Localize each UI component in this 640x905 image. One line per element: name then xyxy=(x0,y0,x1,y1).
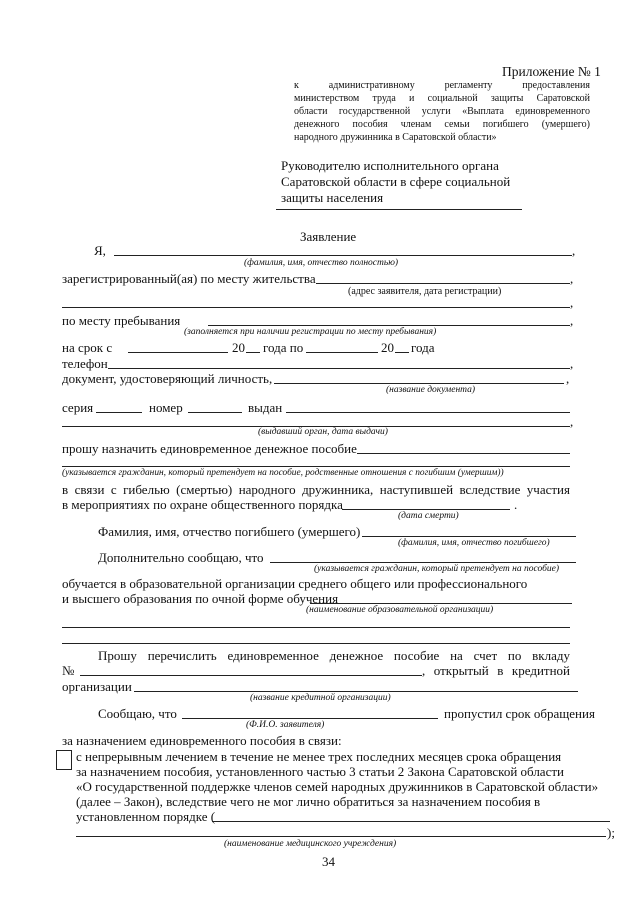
id-doc-label: документ, удостоверяющий личность, xyxy=(62,371,273,386)
medical-institution-field-2[interactable] xyxy=(76,836,606,837)
series-field[interactable] xyxy=(96,412,142,413)
treatment-line-1: с непрерывным лечением в течение не менее трех последних месяцев срока обращения xyxy=(76,749,562,764)
term-from-field[interactable] xyxy=(128,352,228,353)
comma: , xyxy=(570,295,574,310)
request-field[interactable] xyxy=(357,453,570,454)
ya-label: Я, xyxy=(94,243,106,258)
medical-hint: (наименование медицинского учреждения) xyxy=(224,839,397,849)
doc-hint: (название документа) xyxy=(386,385,476,395)
stay-label: по месту пребывания xyxy=(62,313,181,328)
comma: , xyxy=(570,414,574,429)
year-prefix-2: 20 xyxy=(381,340,394,355)
deceased-label: Фамилия, имя, отчество погибшего (умершего) xyxy=(98,524,361,539)
reglament-line-5: народного дружинника в Саратовской области» xyxy=(294,132,497,143)
treatment-line-5: установленном порядке ( xyxy=(76,809,216,824)
death-line-1: в связи с гибелью (смертью) народного дружинника, наступившей вследствие участия xyxy=(62,482,570,497)
appendix-label: Приложение № 1 xyxy=(502,64,601,79)
dot: . xyxy=(514,497,518,512)
deceased-fio-field[interactable] xyxy=(362,536,576,537)
comma: , xyxy=(570,356,574,371)
education-org-field-2[interactable] xyxy=(62,627,570,628)
relation-hint: (указывается гражданин, который претендует на пособие, родственные отношения с погибшим (умершим)) xyxy=(62,468,504,478)
treatment-checkbox[interactable] xyxy=(56,750,72,770)
semicolon: ); xyxy=(607,825,615,840)
addressee-name-line xyxy=(276,209,522,210)
issuer-field[interactable] xyxy=(286,412,570,413)
medical-institution-field[interactable] xyxy=(212,821,610,822)
treatment-line-2: за назначением пособия, установленного частью 3 статьи 2 Закона Саратовской области xyxy=(76,764,564,779)
studies-line-2: и высшего образования по очной форме обучения xyxy=(62,591,339,606)
addressee-line-1: Руководителю исполнительного органа xyxy=(281,158,499,173)
comma: , xyxy=(566,371,570,386)
form-title: Заявление xyxy=(300,229,357,244)
account-number-field[interactable] xyxy=(80,675,422,676)
addressee-line-2: Саратовской области в сфере социальной xyxy=(281,174,511,189)
organization-label: организации xyxy=(62,679,132,694)
fio-hint: (фамилия, имя, отчество полностью) xyxy=(244,258,399,268)
opened-in-label: , открытый в кредитной xyxy=(422,663,570,678)
reglament-line-2: министерством труда и социальной защиты Саратовской xyxy=(294,93,590,104)
phone-field[interactable] xyxy=(108,368,570,369)
deceased-hint: (фамилия, имя, отчество погибшего) xyxy=(398,538,550,548)
treatment-line-3: «О государственной поддержке членов семей народных дружинников в Саратовской области» xyxy=(76,779,599,794)
report-label: Сообщаю, что xyxy=(98,706,177,721)
issued-label: выдан xyxy=(248,400,283,415)
term-from-label: на срок с xyxy=(62,340,113,355)
number-field[interactable] xyxy=(188,412,242,413)
missed-label: пропустил срок обращения xyxy=(444,706,595,721)
applicant-hint: (Ф.И.О. заявителя) xyxy=(246,720,325,730)
applicant-fio-field[interactable] xyxy=(114,255,572,256)
bank-hint: (название кредитной организации) xyxy=(250,693,391,703)
reglament-line-3: области государственной услуги «Выплата единовременного xyxy=(294,106,590,117)
comma: , xyxy=(570,271,574,286)
claimant-hint: (указывается гражданин, который претендует на пособие) xyxy=(314,564,559,574)
additional-label: Дополнительно сообщаю, что xyxy=(98,550,264,565)
reglament-line-4: денежного пособия членам семьи погибшего (умершего) xyxy=(294,119,590,130)
year-suffix-field-2[interactable] xyxy=(395,352,409,353)
stay-address-field[interactable] xyxy=(208,325,570,326)
year-word: года xyxy=(411,340,435,355)
term-to-label: года по xyxy=(263,340,304,355)
year-suffix-field-1[interactable] xyxy=(246,352,260,353)
applicant-name-field[interactable] xyxy=(182,718,438,719)
claimant-field[interactable] xyxy=(270,562,576,563)
treatment-line-4: (далее – Закон), вследствие чего не мог лично обратиться за назначением пособия в xyxy=(76,794,541,809)
comma: , xyxy=(570,313,574,328)
stay-hint: (заполняется при наличии регистрации по месту пребывания) xyxy=(184,327,437,337)
comma: , xyxy=(572,243,576,258)
account-no-label: № xyxy=(62,663,75,678)
term-to-field[interactable] xyxy=(306,352,378,353)
addressee-line-3: защиты населения xyxy=(281,190,384,205)
page-number: 34 xyxy=(322,854,335,869)
education-org-field-3[interactable] xyxy=(62,643,570,644)
issuer-hint: (выдавший орган, дата выдачи) xyxy=(258,427,388,437)
transfer-line-1: Прошу перечислить единовременное денежное пособие на счет по вкладу xyxy=(98,648,570,663)
death-date-field[interactable] xyxy=(342,509,510,510)
reasons-label: за назначением единовременного пособия в связи: xyxy=(62,733,342,748)
request-field-2[interactable] xyxy=(62,466,570,467)
address-hint: (адрес заявителя, дата регистрации) xyxy=(348,286,502,297)
registered-label: зарегистрированный(ая) по месту жительства xyxy=(62,271,316,286)
phone-label: телефон xyxy=(62,356,108,371)
number-label: номер xyxy=(149,400,183,415)
residence-address-field-2[interactable] xyxy=(62,307,570,308)
death-line-2: в мероприятиях по охране общественного порядка xyxy=(62,497,343,512)
residence-address-field[interactable] xyxy=(316,283,570,284)
year-prefix-1: 20 xyxy=(232,340,245,355)
series-label: серия xyxy=(62,400,94,415)
id-doc-field[interactable] xyxy=(274,383,564,384)
reglament-line-1: к административному регламенту предоставления xyxy=(294,80,590,91)
bank-name-field[interactable] xyxy=(134,691,578,692)
request-label: прошу назначить единовременное денежное пособие xyxy=(62,441,357,456)
education-org-field[interactable] xyxy=(310,603,572,604)
org-hint: (наименование образовательной организации) xyxy=(306,605,494,615)
studies-line-1: обучается в образовательной организации среднего общего или профессионального xyxy=(62,576,528,591)
death-date-hint: (дата смерти) xyxy=(398,511,459,521)
